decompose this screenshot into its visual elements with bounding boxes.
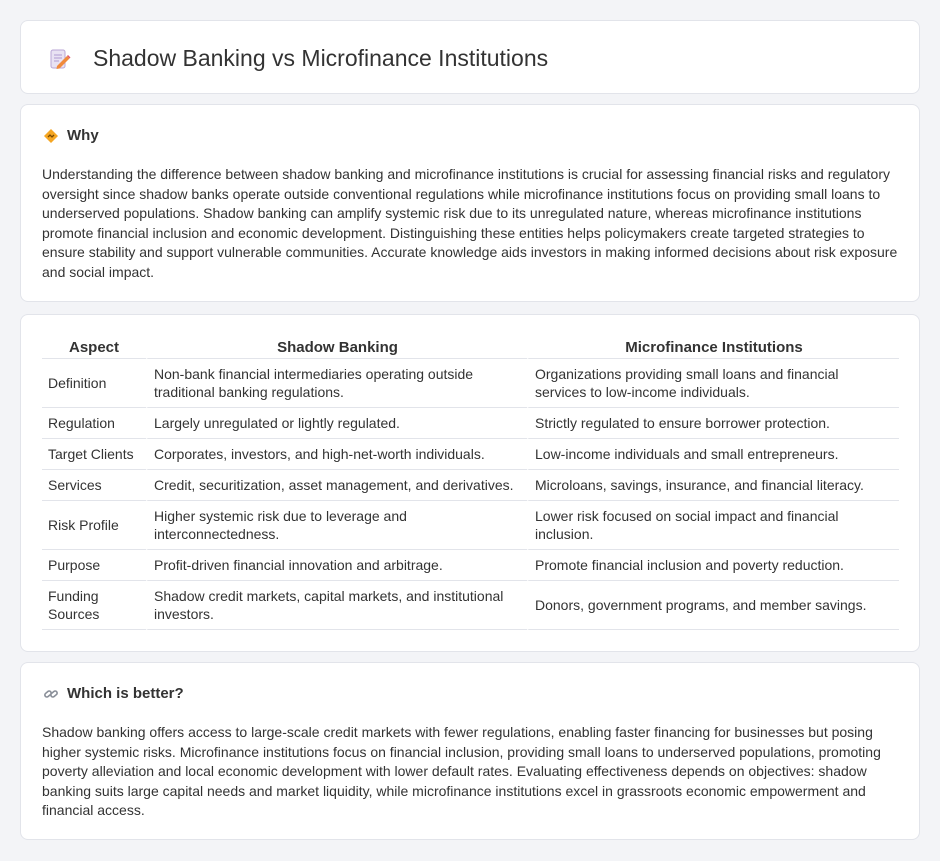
better-heading [43, 685, 184, 702]
why-section [20, 104, 920, 302]
cell-aspect: Regulation [42, 408, 146, 439]
cell-aspect: Risk Profile [42, 501, 146, 550]
cell-micro: Strictly regulated to ensure borrower protection. [527, 408, 899, 439]
comparison-section [20, 314, 920, 652]
table-row [42, 359, 899, 408]
table-row [42, 408, 899, 439]
cell-micro: Organizations providing small loans and financial services to low-income individuals. [527, 359, 899, 408]
comparison-table [42, 335, 899, 630]
cell-shadow: Largely unregulated or lightly regulated. [146, 408, 527, 439]
cell-shadow: Shadow credit markets, capital markets, and institutional investors. [146, 581, 527, 630]
cell-shadow: Credit, securitization, asset management, and derivatives. [146, 470, 527, 501]
page-title: Shadow Banking vs Microfinance Institutions [93, 45, 549, 71]
cell-aspect: Funding Sources [42, 581, 146, 630]
table-header-row [42, 335, 899, 359]
which-is-better-section [20, 662, 920, 840]
cell-shadow: Higher systemic risk due to leverage and interconnectedness. [146, 501, 527, 550]
table-row [42, 581, 899, 630]
cell-shadow: Non-bank financial intermediaries operating outside traditional banking regulations. [146, 359, 527, 408]
link-icon [43, 686, 59, 702]
why-text: Understanding the difference between shadow banking and microfinance institutions is crucial for assessing financial risks and regulatory oversight since shadow banks operate outside conventional regulations while microfinance institutions focus on providing small loans to underserved populations. Shadow banking can amplify systemic risk due to its unregulated nature, whereas microfinance institutions promote financial inclusion and economic development. Distinguishing these entities helps policymakers create targeted strategies to ensure stability and support vulnerable communities. Accurate knowledge aids investors in making informed decisions about risk exposure and social impact. [42, 166, 898, 280]
cell-micro: Donors, government programs, and member savings. [527, 581, 899, 630]
cell-aspect: Target Clients [42, 439, 146, 470]
cell-micro: Low-income individuals and small entrepreneurs. [527, 439, 899, 470]
table-row [42, 439, 899, 470]
better-title: Which is better? [67, 685, 184, 702]
cell-aspect: Purpose [42, 550, 146, 581]
why-heading [43, 127, 99, 144]
better-text: Shadow banking offers access to large-scale credit markets with fewer regulations, enabling faster financing for businesses but posing higher systemic risks. Microfinance institutions focus on financial inclusion, providing small loans to underserved populations, promoting poverty alleviation and local economic development with lower default rates. Evaluating effectiveness depends on objectives: shadow banking suits large capital needs and market liquidity, while microfinance institutions excel in grassroots economic empowerment and financial access. [42, 724, 881, 818]
cell-shadow: Profit-driven financial innovation and arbitrage. [146, 550, 527, 581]
table-row [42, 470, 899, 501]
header-card [20, 20, 920, 94]
document-pencil-icon [48, 47, 72, 71]
table-row [42, 550, 899, 581]
why-title: Why [67, 127, 99, 144]
diamond-sign-icon [43, 128, 59, 144]
cell-micro: Promote financial inclusion and poverty reduction. [527, 550, 899, 581]
cell-aspect: Services [42, 470, 146, 501]
header-aspect: Aspect [42, 335, 146, 359]
cell-micro: Microloans, savings, insurance, and financial literacy. [527, 470, 899, 501]
cell-aspect: Definition [42, 359, 146, 408]
cell-micro: Lower risk focused on social impact and financial inclusion. [527, 501, 899, 550]
header-shadow-banking: Shadow Banking [146, 335, 527, 359]
cell-shadow: Corporates, investors, and high-net-worth individuals. [146, 439, 527, 470]
header-microfinance: Microfinance Institutions [527, 335, 899, 359]
table-row [42, 501, 899, 550]
